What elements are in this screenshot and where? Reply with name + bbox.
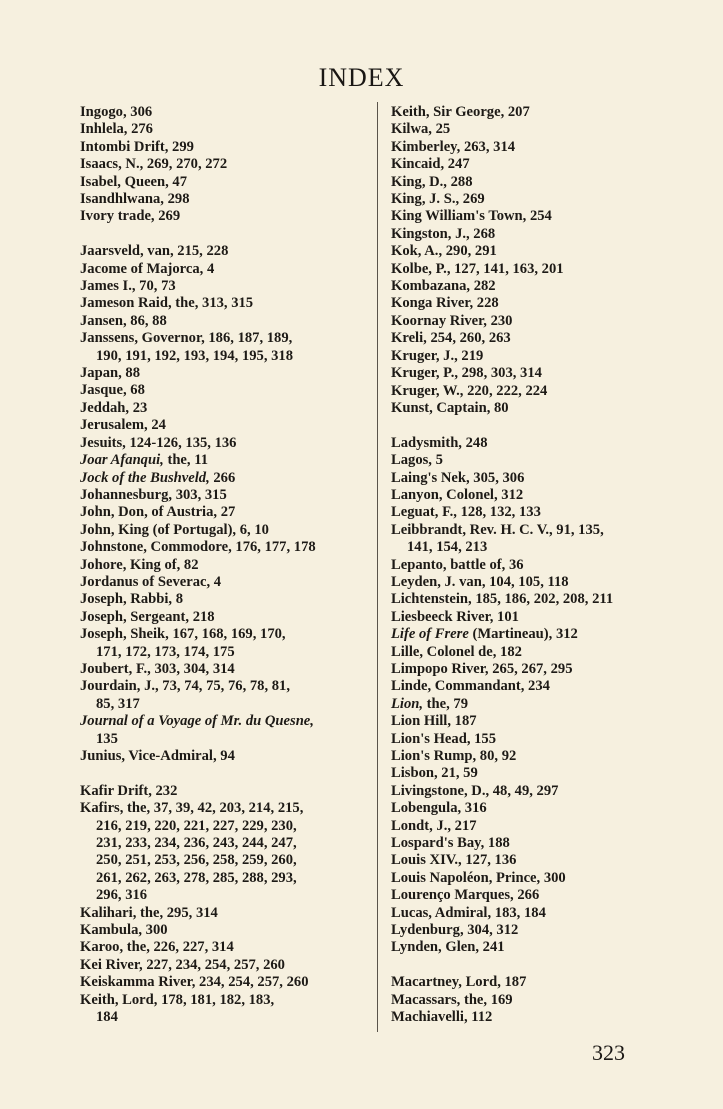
index-entry <box>80 974 380 991</box>
index-entry-text: Karoo, the, 226, 227, 314 <box>80 939 234 956</box>
index-entry-text: Ivory trade, 269 <box>80 208 181 225</box>
index-entry-title: Lion, <box>391 695 424 712</box>
index-entry-text: 184 <box>96 1009 118 1026</box>
index-entry-text: Lisbon, 21, 59 <box>391 765 478 782</box>
index-entry-text: Ladysmith, 248 <box>391 434 488 451</box>
index-entry-text: Jasque, 68 <box>80 382 145 399</box>
index-entry-text: Laing's Nek, 305, 306 <box>391 469 525 486</box>
index-entry <box>80 870 380 887</box>
index-entry <box>80 382 380 399</box>
index-entry <box>391 557 691 574</box>
index-entry <box>80 939 380 956</box>
index-entry <box>80 156 380 173</box>
index-entry-text: Jourdain, J., 73, 74, 75, 76, 78, 81, <box>80 678 291 695</box>
index-entry <box>80 557 380 574</box>
index-entry-text: Lion's Rump, 80, 92 <box>391 748 517 765</box>
index-entry <box>80 522 380 539</box>
index-entry-text: Lospard's Bay, 188 <box>391 835 510 852</box>
index-entry <box>80 661 380 678</box>
index-entry-text: Kruger, P., 298, 303, 314 <box>391 365 542 382</box>
index-entry <box>80 731 380 748</box>
index-entry-text: Jeddah, 23 <box>80 399 148 416</box>
index-entry <box>80 435 380 452</box>
index-entry-text: (Martineau), 312 <box>468 626 578 643</box>
index-entry-text: Kolbe, P., 127, 141, 163, 201 <box>391 260 564 277</box>
index-entry <box>391 226 691 243</box>
index-entry-text: Kambula, 300 <box>80 922 168 939</box>
index-entry <box>80 504 380 521</box>
index-entry <box>391 765 691 782</box>
index-entry-text: Kruger, W., 220, 222, 224 <box>391 382 548 399</box>
index-entry <box>391 626 691 643</box>
index-entry <box>80 1009 380 1026</box>
index-entry-text: Inhlela, 276 <box>80 121 153 138</box>
index-entry <box>391 818 691 835</box>
index-entry-text: Lydenburg, 304, 312 <box>391 922 519 939</box>
index-entry-text: Isaacs, N., 269, 270, 272 <box>80 156 228 173</box>
index-entry <box>391 696 691 713</box>
index-entry <box>80 470 380 487</box>
index-entry <box>391 887 691 904</box>
index-entry <box>80 748 380 765</box>
index-entry-text: Intombi Drift, 299 <box>80 138 194 155</box>
index-entry <box>80 295 380 312</box>
index-entry-text: 216, 219, 220, 221, 227, 229, 230, <box>96 817 297 834</box>
column-divider <box>377 102 378 1032</box>
index-entry <box>391 992 691 1009</box>
index-entry <box>391 539 691 556</box>
index-entry <box>391 330 691 347</box>
index-entry <box>80 887 380 904</box>
index-entry <box>80 365 380 382</box>
index-entry <box>391 504 691 521</box>
index-entry-text: Johore, King of, 82 <box>80 556 199 573</box>
index-entry-text: 250, 251, 253, 256, 258, 259, 260, <box>96 852 297 869</box>
index-entry <box>391 783 691 800</box>
index-entry-text: Kingston, J., 268 <box>391 225 496 242</box>
index-entry <box>391 121 691 138</box>
index-entry <box>391 174 691 191</box>
index-entry <box>80 191 380 208</box>
index-entry <box>80 922 380 939</box>
index-entry-text: King, D., 288 <box>391 173 473 190</box>
index-entry <box>391 939 691 956</box>
index-entry-text: Lagos, 5 <box>391 452 443 469</box>
index-entry <box>80 713 380 730</box>
index-entry <box>391 452 691 469</box>
index-entry <box>80 243 380 260</box>
index-entry-text: Koornay River, 230 <box>391 312 513 329</box>
index-entry-title: Joar Afanqui, <box>80 452 164 469</box>
index-entry-text: 296, 316 <box>96 887 148 904</box>
index-entry <box>80 121 380 138</box>
index-entry-title: Life of Frere <box>391 626 469 643</box>
index-entry-text: Keith, Lord, 178, 181, 182, 183, <box>80 991 275 1008</box>
index-entry-text: Johannesburg, 303, 315 <box>80 486 227 503</box>
index-entry-text: Kombazana, 282 <box>391 278 496 295</box>
index-entry <box>80 957 380 974</box>
index-entry-text: Lucas, Admiral, 183, 184 <box>391 904 546 921</box>
index-entry-text: 141, 154, 213 <box>407 539 488 556</box>
index-entry-text: Janssens, Governor, 186, 187, 189, <box>80 330 293 347</box>
index-entry <box>391 922 691 939</box>
index-entry-text: Kafir Drift, 232 <box>80 782 178 799</box>
index-entry-text: Jerusalem, 24 <box>80 417 166 434</box>
index-entry <box>391 139 691 156</box>
index-entry-text: 85, 317 <box>96 695 140 712</box>
index-entry-text: Japan, 88 <box>80 365 141 382</box>
index-entry-title: Jock of the Bushveld, <box>80 469 210 486</box>
index-entry <box>391 295 691 312</box>
index-entry-text: Jameson Raid, the, 313, 315 <box>80 295 254 312</box>
index-entry-text: King William's Town, 254 <box>391 208 552 225</box>
index-entry-text: Ingogo, 306 <box>80 104 153 120</box>
index-entry <box>80 487 380 504</box>
index-entry-title: Journal of a Voyage of Mr. du Quesne, <box>80 713 314 730</box>
index-entry-text: Leyden, J. van, 104, 105, 118 <box>391 573 569 590</box>
index-entry-text: Jansen, 86, 88 <box>80 312 167 329</box>
index-entry-text: Macassars, the, 169 <box>391 991 513 1008</box>
index-entry <box>80 696 380 713</box>
index-entry-text: Isabel, Queen, 47 <box>80 173 188 190</box>
index-entry-text: Isandhlwana, 298 <box>80 191 190 208</box>
page-number: 323 <box>592 1040 625 1065</box>
index-entry-text: Kruger, J., 219 <box>391 347 484 364</box>
index-entry <box>80 174 380 191</box>
index-entry <box>391 574 691 591</box>
index-entry <box>80 852 380 869</box>
index-entry-text: Londt, J., 217 <box>391 817 477 834</box>
index-entry-text: Jaarsveld, van, 215, 228 <box>80 243 229 260</box>
index-entry-text: Jacome of Majorca, 4 <box>80 260 215 277</box>
index-entry-text: Louis XIV., 127, 136 <box>391 852 517 869</box>
index-entry <box>80 417 380 434</box>
index-entry <box>80 644 380 661</box>
index-entry <box>391 487 691 504</box>
index-entry-text: 190, 191, 192, 193, 194, 195, 318 <box>96 347 294 364</box>
index-entry <box>80 574 380 591</box>
index-entry-text: Keith, Sir George, 207 <box>391 104 530 120</box>
index-entry <box>391 748 691 765</box>
index-entry <box>391 661 691 678</box>
index-entry <box>391 383 691 400</box>
index-entry <box>391 104 691 121</box>
index-entry-text: 261, 262, 263, 278, 285, 288, 293, <box>96 869 297 886</box>
index-entry <box>80 452 380 469</box>
index-entry <box>391 644 691 661</box>
index-entry <box>80 800 380 817</box>
index-entry <box>391 609 691 626</box>
index-entry <box>80 278 380 295</box>
index-entry-text: Lille, Colonel de, 182 <box>391 643 522 660</box>
index-entry <box>80 261 380 278</box>
index-entry <box>391 313 691 330</box>
index-entry <box>391 470 691 487</box>
index-entry <box>391 800 691 817</box>
index-entry-text: James I., 70, 73 <box>80 278 176 295</box>
index-entry-text: 266 <box>209 469 236 486</box>
index-entry-text: Kilwa, 25 <box>391 121 451 138</box>
index-entry-text: Lobengula, 316 <box>391 800 487 817</box>
index-entry-text: Joseph, Rabbi, 8 <box>80 591 183 608</box>
index-entry <box>391 731 691 748</box>
index-entry-text: Joubert, F., 303, 304, 314 <box>80 660 235 677</box>
index-entry-text: Kok, A., 290, 291 <box>391 243 497 260</box>
index-entry-text: Kunst, Captain, 80 <box>391 399 509 416</box>
index-column-left <box>80 104 380 1027</box>
index-entry <box>391 713 691 730</box>
index-entry <box>391 678 691 695</box>
index-entry-text: Kimberley, 263, 314 <box>391 138 516 155</box>
index-entry-text: Liesbeeck River, 101 <box>391 608 519 625</box>
index-entry-text: Keiskamma River, 234, 254, 257, 260 <box>80 974 309 991</box>
index-entry <box>80 678 380 695</box>
index-entry <box>391 835 691 852</box>
index-entry-text: 135 <box>96 730 118 747</box>
index-entry <box>391 591 691 608</box>
index-entry-text: the, 79 <box>423 695 469 712</box>
index-entry <box>80 992 380 1009</box>
index-entry-text: Johnstone, Commodore, 176, 177, 178 <box>80 539 316 556</box>
index-entry-text: John, Don, of Austria, 27 <box>80 504 236 521</box>
index-entry <box>391 852 691 869</box>
index-entry <box>80 400 380 417</box>
index-entry-text: Lion's Head, 155 <box>391 730 497 747</box>
index-entry-text: Macartney, Lord, 187 <box>391 974 527 991</box>
index-entry <box>391 278 691 295</box>
index-entry <box>80 313 380 330</box>
index-entry <box>80 783 380 800</box>
index-entry-text: Lichtenstein, 185, 186, 202, 208, 211 <box>391 591 614 608</box>
index-entry-text: Limpopo River, 265, 267, 295 <box>391 660 573 677</box>
index-entry-text: Lanyon, Colonel, 312 <box>391 486 524 503</box>
index-entry-text: Kalihari, the, 295, 314 <box>80 904 218 921</box>
index-entry-text: Louis Napoléon, Prince, 300 <box>391 869 566 886</box>
index-entry <box>391 191 691 208</box>
index-entry <box>80 208 380 225</box>
index-entry-text: Kincaid, 247 <box>391 156 470 173</box>
page-title: INDEX <box>318 63 405 92</box>
index-entry <box>80 835 380 852</box>
index-entry-text: Leibbrandt, Rev. H. C. V., 91, 135, <box>391 521 604 538</box>
index-entry-text: Joseph, Sheik, 167, 168, 169, 170, <box>80 626 286 643</box>
index-entry-text: Machiavelli, 112 <box>391 1009 493 1026</box>
index-entry-text: Linde, Commandant, 234 <box>391 678 550 695</box>
index-entry <box>80 818 380 835</box>
index-entry <box>80 591 380 608</box>
index-entry <box>80 905 380 922</box>
index-entry <box>391 522 691 539</box>
index-entry <box>391 208 691 225</box>
index-entry <box>391 243 691 260</box>
index-entry <box>80 139 380 156</box>
index-entry <box>391 1009 691 1026</box>
index-entry-text: Kei River, 227, 234, 254, 257, 260 <box>80 956 285 973</box>
index-entry <box>80 348 380 365</box>
index-entry-text: the, 11 <box>163 452 208 469</box>
index-entry <box>80 539 380 556</box>
index-entry-text: King, J. S., 269 <box>391 191 485 208</box>
index-entry <box>391 974 691 991</box>
index-entry-text: Lynden, Glen, 241 <box>391 939 505 956</box>
index-entry <box>391 348 691 365</box>
index-entry <box>391 435 691 452</box>
index-entry <box>391 870 691 887</box>
index-entry <box>391 261 691 278</box>
index-entry-text: Jordanus of Severac, 4 <box>80 573 222 590</box>
index-entry-text: Konga River, 228 <box>391 295 499 312</box>
index-entry <box>80 626 380 643</box>
index-entry-text: Kreli, 254, 260, 263 <box>391 330 511 347</box>
index-entry-text: Lion Hill, 187 <box>391 713 477 730</box>
index-entry <box>391 365 691 382</box>
index-entry-text: Junius, Vice-Admiral, 94 <box>80 748 235 765</box>
index-entry <box>391 156 691 173</box>
index-entry <box>80 609 380 626</box>
index-entry <box>391 400 691 417</box>
index-entry-text: Lepanto, battle of, 36 <box>391 556 524 573</box>
index-entry-text: Livingstone, D., 48, 49, 297 <box>391 782 559 799</box>
index-entry-text: Joseph, Sergeant, 218 <box>80 608 215 625</box>
index-entry <box>80 330 380 347</box>
index-column-right <box>391 104 691 1027</box>
index-entry-text: Lourenço Marques, 266 <box>391 887 540 904</box>
index-entry <box>391 905 691 922</box>
index-entry-text: Kafirs, the, 37, 39, 42, 203, 214, 215, <box>80 800 304 817</box>
index-entry-text: Jesuits, 124-126, 135, 136 <box>80 434 237 451</box>
index-entry <box>80 104 380 121</box>
index-entry-text: John, King (of Portugal), 6, 10 <box>80 521 269 538</box>
index-entry-text: 231, 233, 234, 236, 243, 244, 247, <box>96 835 297 852</box>
index-entry-text: 171, 172, 173, 174, 175 <box>96 643 235 660</box>
index-entry-text: Leguat, F., 128, 132, 133 <box>391 504 541 521</box>
